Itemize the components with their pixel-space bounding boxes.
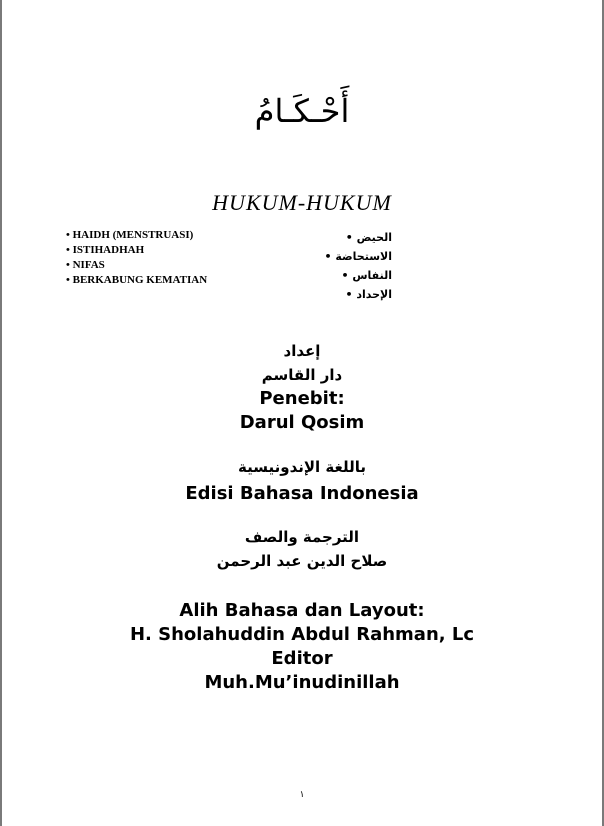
translator-name: H. Sholahuddin Abdul Rahman, Lc: [129, 624, 474, 645]
topic-list-latin: [66, 228, 207, 288]
edition-text: Edisi Bahasa Indonesia: [185, 483, 419, 504]
publisher-name: Darul Qosim: [239, 412, 365, 433]
page-number: ١: [299, 790, 305, 800]
topic-item-arabic: الحيض •: [312, 228, 392, 247]
topic-item: • BERKABUNG KEMATIAN: [66, 273, 207, 288]
publisher-arabic: دار القاسم: [261, 366, 343, 384]
editor-name: Muh.Mu’inudinillah: [204, 672, 400, 693]
topic-item-arabic: الإحداد •: [312, 285, 392, 304]
topic-item-arabic: النفاس •: [312, 266, 392, 285]
translation-arabic: الترجمة والصف: [244, 528, 360, 546]
arabic-title: أَحْـكَـامُ: [254, 92, 350, 130]
translation-label: Alih Bahasa dan Layout:: [179, 600, 425, 621]
topic-item: • NIFAS: [66, 258, 207, 273]
edition-arabic: باللغة الإندونيسية: [238, 458, 366, 476]
translator-arabic: صلاح الدين عبد الرحمن: [216, 552, 388, 570]
topic-item-arabic: الاستحاضة •: [312, 247, 392, 266]
publisher-label: Penebit:: [259, 388, 345, 409]
topic-item: • HAIDH (MENSTRUASI): [66, 228, 207, 243]
book-title: HUKUM-HUKUM: [212, 190, 392, 215]
prepared-by-arabic: إعداد: [283, 342, 321, 360]
topic-list-arabic: [312, 228, 392, 304]
editor-label: Editor: [271, 648, 333, 669]
topic-item: • ISTIHADHAH: [66, 243, 207, 258]
